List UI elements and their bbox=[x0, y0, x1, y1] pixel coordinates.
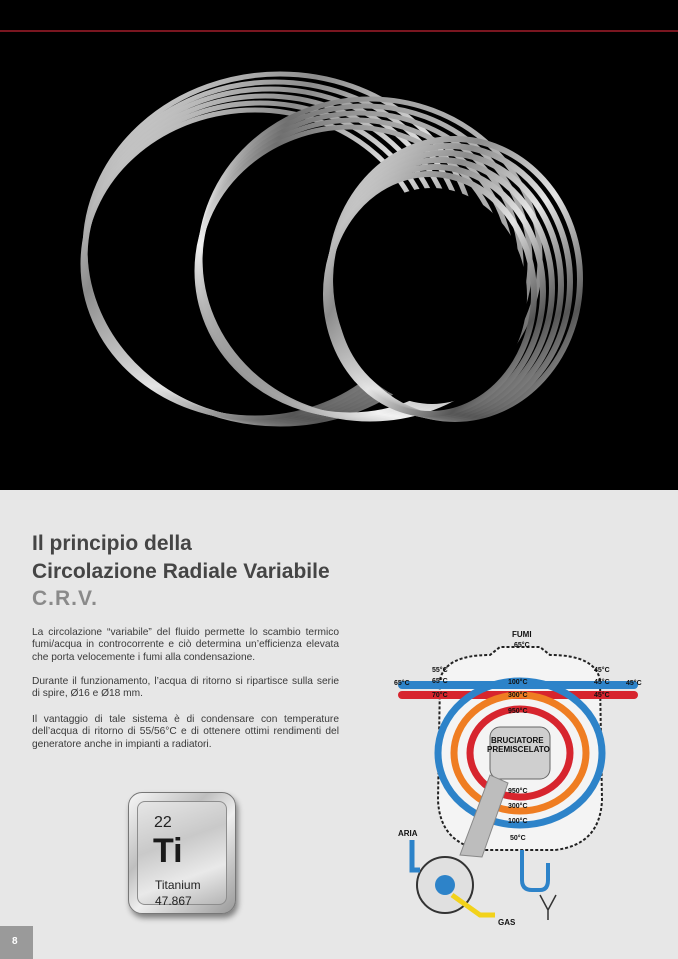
label-fumi: FUMI bbox=[512, 630, 532, 639]
element-name: Titanium bbox=[155, 878, 201, 892]
label-fumi-temp: 65°C bbox=[514, 642, 530, 649]
page-title bbox=[32, 530, 392, 586]
paragraph-2: Durante il funzionamento, l’acqua di ritorno si ripartisce sulla serie di spire, Ø16 e Ø18 mm. bbox=[32, 676, 339, 700]
label-t65: 65°C bbox=[432, 678, 448, 685]
paragraph-1: La circolazione “variabile” del fluido permette lo scambio termico fumi/acqua in controcorrente e ciò determina un’efficienza elevata che porta velocemente i fumi alla condensazione. bbox=[32, 627, 339, 663]
drain-icon bbox=[540, 895, 556, 920]
top-rule bbox=[0, 30, 678, 32]
coil-image bbox=[0, 34, 678, 474]
paragraph-3: Il vantaggio di tale sistema è di condensare con temperature dell’acqua di ritorno di 55/56°C e di ottenere ottimi rendimenti del generatore anche in impianti a radiatori. bbox=[32, 714, 339, 750]
title-acronym: C.R.V. bbox=[32, 587, 98, 610]
label-right-out: 45°C bbox=[626, 680, 642, 687]
label-burner-1: BRUCIATORE bbox=[491, 736, 544, 745]
element-symbol: Ti bbox=[153, 832, 183, 870]
heat-exchanger-diagram bbox=[390, 625, 658, 935]
title-line-2: Circolazione Radiale Variabile bbox=[32, 560, 330, 583]
label-t950-bot: 950°C bbox=[508, 788, 528, 795]
title-line-1: Il principio della bbox=[32, 532, 192, 555]
page-number-box bbox=[0, 926, 33, 959]
label-t100-bot: 100°C bbox=[508, 818, 528, 825]
label-right-45a: 45°C bbox=[594, 667, 610, 674]
label-right-45c: 45°C bbox=[594, 692, 610, 699]
atomic-mass: 47.867 bbox=[155, 894, 192, 908]
label-left-in: 65°C bbox=[394, 680, 410, 687]
label-gas: GAS bbox=[498, 918, 516, 927]
label-right-45b: 45°C bbox=[594, 679, 610, 686]
label-burner-2: PREMISCELATO bbox=[487, 745, 550, 754]
label-t300-top: 300°C bbox=[508, 692, 528, 699]
label-t300-bot: 300°C bbox=[508, 803, 528, 810]
label-aria: ARIA bbox=[398, 829, 418, 838]
aria-pipe bbox=[412, 840, 420, 870]
fan-hub bbox=[435, 875, 455, 895]
condensate-trap bbox=[522, 850, 548, 890]
label-t70: 70°C bbox=[432, 692, 448, 699]
label-t55: 55°C bbox=[432, 667, 448, 674]
atomic-number: 22 bbox=[154, 814, 172, 831]
label-t50-bot: 50°C bbox=[510, 835, 526, 842]
label-t100-top: 100°C bbox=[508, 679, 528, 686]
label-t950-top: 950°C bbox=[508, 708, 528, 715]
page-number: 8 bbox=[12, 936, 18, 947]
titanium-element-tile bbox=[128, 792, 236, 914]
